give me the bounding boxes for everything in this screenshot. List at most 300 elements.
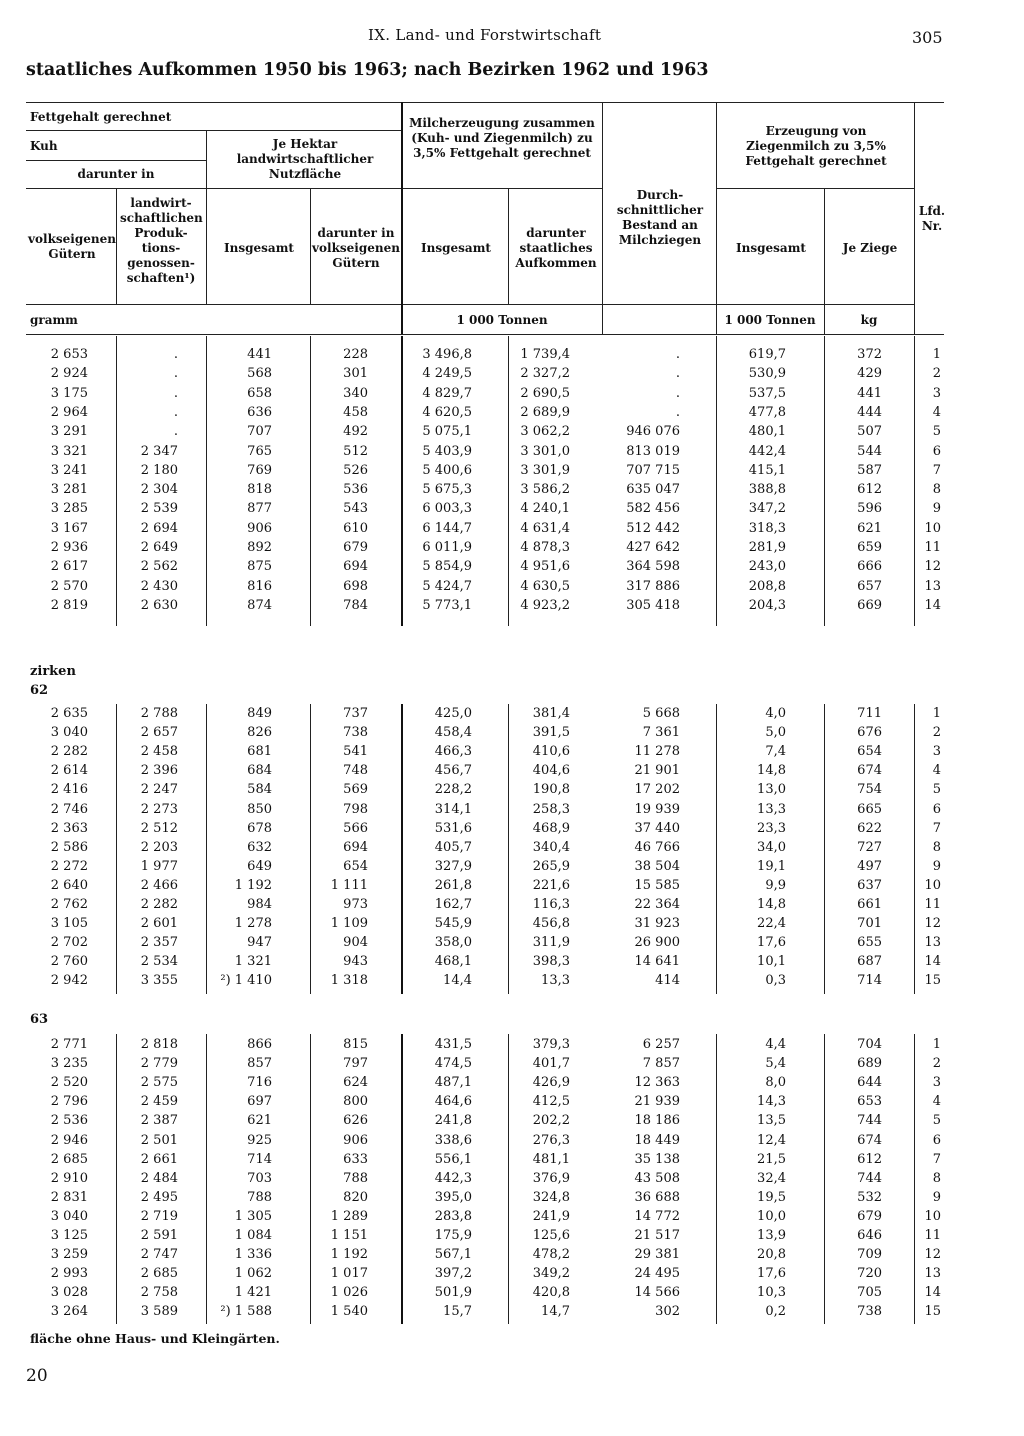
cell-ziegenmilch: 442,4 <box>748 443 786 459</box>
cell-milch-insgesamt: 531,6 <box>434 820 472 836</box>
cell-staatlich: 2 689,9 <box>520 404 570 420</box>
cell-je-ziege: 714 <box>857 973 882 989</box>
cell-lfd-nr: 14 <box>924 954 941 970</box>
cell-kuh-gramm: 2 702 <box>50 935 88 951</box>
cell-volkseigen: 1 192 <box>330 1247 368 1263</box>
cell-lfd-nr: 1 <box>932 1037 941 1052</box>
cell-kuh-gramm: 3 040 <box>50 1208 88 1224</box>
cell-je-ziege: 646 <box>857 1228 882 1243</box>
table-row <box>0 1056 1024 1075</box>
cell-kuh-gramm: 2 282 <box>50 744 88 760</box>
cell-je-hektar: 765 <box>247 443 272 459</box>
cell-volkseigen: 800 <box>343 1094 368 1110</box>
cell-volkseigen: 815 <box>343 1037 368 1052</box>
cell-kuh-gramm: 2 942 <box>50 973 88 989</box>
cell-ziegenmilch: 5,4 <box>765 1056 786 1072</box>
cell-staatlich: 265,9 <box>532 858 570 874</box>
cell-ziegenmilch: 204,3 <box>748 597 786 613</box>
cell-je-ziege: 674 <box>857 1132 882 1148</box>
cell-staatlich: 2 327,2 <box>520 366 570 382</box>
cell-volkseigen: 340 <box>343 385 368 401</box>
table-row <box>0 1266 1024 1285</box>
cell-je-ziege: 679 <box>857 1208 882 1224</box>
cell-staatlich: 13,3 <box>541 973 570 989</box>
cell-je-ziege: 532 <box>857 1189 882 1205</box>
cell-je-hektar: 716 <box>247 1075 272 1091</box>
cell-lpg: . <box>173 424 178 440</box>
section-1963: 63 <box>30 1012 49 1027</box>
cell-kuh-gramm: 3 167 <box>50 520 88 536</box>
cell-staatlich: 412,5 <box>532 1094 570 1110</box>
table-row <box>0 802 1024 821</box>
cell-je-hektar: 857 <box>247 1056 272 1072</box>
header-rule <box>402 188 602 189</box>
cell-ziegenbestand: 46 766 <box>634 839 680 855</box>
cell-kuh-gramm: 2 614 <box>50 763 88 779</box>
cell-kuh-gramm: 2 910 <box>50 1170 88 1186</box>
cell-volkseigen: 904 <box>343 935 368 951</box>
cell-lpg: 2 539 <box>140 501 178 517</box>
cell-staatlich: 190,8 <box>532 782 570 798</box>
header-milch-insgesamt: Insgesamt <box>421 241 491 255</box>
cell-je-hektar: 632 <box>247 839 272 855</box>
table-row <box>0 559 1024 578</box>
cell-lpg: 2 495 <box>140 1189 178 1205</box>
table-row <box>0 706 1024 725</box>
cell-lpg: 2 396 <box>140 763 178 779</box>
table-row <box>0 521 1024 540</box>
cell-je-ziege: 665 <box>857 801 882 817</box>
cell-ziegenbestand: 36 688 <box>634 1189 680 1205</box>
header-rule <box>26 130 401 131</box>
cell-je-hektar: 947 <box>247 935 272 951</box>
cell-kuh-gramm: 3 241 <box>50 462 88 478</box>
cell-je-hektar: 697 <box>247 1094 272 1110</box>
cell-ziegenmilch: 22,4 <box>757 916 786 932</box>
cell-je-hektar: ²) 1 588 <box>220 1304 272 1320</box>
cell-lfd-nr: 7 <box>932 462 941 478</box>
cell-kuh-gramm: 2 796 <box>50 1094 88 1110</box>
cell-milch-insgesamt: 395,0 <box>434 1189 472 1205</box>
cell-volkseigen: 626 <box>343 1113 368 1129</box>
cell-ziegenmilch: 537,5 <box>748 385 786 401</box>
table-row <box>0 347 1024 366</box>
cell-kuh-gramm: 2 946 <box>50 1132 88 1148</box>
cell-je-hektar: 584 <box>247 782 272 798</box>
cell-je-hektar: 1 062 <box>234 1266 272 1282</box>
cell-je-hektar: 925 <box>247 1132 272 1148</box>
cell-ziegenmilch: 13,0 <box>757 782 786 798</box>
cell-ziegenbestand: 43 508 <box>634 1170 680 1186</box>
cell-volkseigen: 679 <box>343 540 368 555</box>
cell-milch-insgesamt: 314,1 <box>434 801 472 817</box>
cell-ziegenmilch: 21,5 <box>757 1151 786 1167</box>
cell-je-hektar: 714 <box>247 1151 272 1167</box>
cell-kuh-gramm: 2 635 <box>50 706 88 721</box>
cell-lpg: 2 466 <box>140 877 178 893</box>
cell-je-ziege: 637 <box>857 877 882 893</box>
cell-ziegenbestand: 26 900 <box>634 935 680 951</box>
cell-ziegenmilch: 4,4 <box>765 1037 786 1052</box>
cell-je-ziege: 754 <box>857 782 882 798</box>
cell-lfd-nr: 4 <box>932 763 941 779</box>
cell-je-hektar: 877 <box>247 501 272 517</box>
cell-ziegenmilch: 19,1 <box>757 858 786 874</box>
cell-staatlich: 4 923,2 <box>520 597 570 613</box>
cell-lpg: 3 589 <box>140 1304 178 1320</box>
cell-lfd-nr: 6 <box>932 1132 941 1148</box>
table-row <box>0 859 1024 878</box>
cell-staatlich: 311,9 <box>532 935 570 951</box>
cell-ziegenbestand: 813 019 <box>626 443 680 459</box>
cell-staatlich: 324,8 <box>532 1189 570 1205</box>
cell-lpg: 3 355 <box>140 973 178 989</box>
cell-ziegenbestand: 17 202 <box>634 782 680 798</box>
cell-lpg: 2 685 <box>140 1266 178 1282</box>
cell-milch-insgesamt: 5 424,7 <box>422 578 472 594</box>
table-row <box>0 1094 1024 1113</box>
cell-je-ziege: 596 <box>857 501 882 517</box>
cell-je-hektar: 636 <box>247 404 272 420</box>
cell-kuh-gramm: 3 028 <box>50 1285 88 1301</box>
cell-kuh-gramm: 2 831 <box>50 1189 88 1205</box>
cell-volkseigen: 492 <box>343 424 368 440</box>
cell-milch-insgesamt: 5 773,1 <box>422 597 472 613</box>
cell-je-hektar: 621 <box>247 1113 272 1129</box>
cell-lfd-nr: 9 <box>932 501 941 517</box>
cell-volkseigen: 654 <box>343 858 368 874</box>
cell-ziegenbestand: 317 886 <box>626 578 680 594</box>
cell-milch-insgesamt: 5 403,9 <box>422 443 472 459</box>
table-row <box>0 1304 1024 1323</box>
cell-ziegenbestand: 21 939 <box>634 1094 680 1110</box>
cell-ziegenbestand: 14 772 <box>634 1208 680 1224</box>
cell-lfd-nr: 5 <box>932 782 941 798</box>
cell-je-ziege: 687 <box>857 954 882 970</box>
cell-kuh-gramm: 2 640 <box>50 877 88 893</box>
cell-je-hektar: 1 305 <box>234 1208 272 1224</box>
header-divider <box>716 102 717 334</box>
cell-je-hektar: 874 <box>247 597 272 613</box>
cell-volkseigen: 943 <box>343 954 368 970</box>
cell-je-hektar: 1 084 <box>234 1228 272 1243</box>
cell-je-hektar: 684 <box>247 763 272 779</box>
cell-je-hektar: 866 <box>247 1037 272 1052</box>
cell-milch-insgesamt: 175,9 <box>434 1228 472 1243</box>
table-row <box>0 782 1024 801</box>
cell-kuh-gramm: 2 993 <box>50 1266 88 1282</box>
cell-kuh-gramm: 2 760 <box>50 954 88 970</box>
cell-kuh-gramm: 2 936 <box>50 540 88 555</box>
cell-ziegenbestand: 512 442 <box>626 520 680 536</box>
cell-ziegenbestand: 707 715 <box>626 462 680 478</box>
cell-ziegenbestand: 635 047 <box>626 482 680 498</box>
cell-ziegenmilch: 7,4 <box>765 744 786 760</box>
cell-ziegenmilch: 13,3 <box>757 801 786 817</box>
table-row <box>0 1152 1024 1171</box>
cell-lfd-nr: 1 <box>932 706 941 721</box>
table-row <box>0 501 1024 520</box>
table-row <box>0 935 1024 954</box>
table-row <box>0 763 1024 782</box>
header-rule <box>26 160 206 161</box>
cell-je-ziege: 738 <box>857 1304 882 1320</box>
cell-kuh-gramm: 2 762 <box>50 897 88 912</box>
table-row <box>0 405 1024 424</box>
cell-lfd-nr: 11 <box>924 897 941 912</box>
cell-kuh-gramm: 3 281 <box>50 482 88 498</box>
table-row <box>0 1209 1024 1228</box>
cell-staatlich: 276,3 <box>532 1132 570 1148</box>
cell-je-hektar: 1 336 <box>234 1247 272 1263</box>
cell-lfd-nr: 8 <box>932 1170 941 1186</box>
cell-volkseigen: 738 <box>343 725 368 741</box>
cell-je-hektar: 707 <box>247 424 272 440</box>
cell-kuh-gramm: 2 272 <box>50 858 88 874</box>
cell-lpg: . <box>173 366 178 382</box>
cell-milch-insgesamt: 4 620,5 <box>422 404 472 420</box>
cell-ziegenbestand: 37 440 <box>634 820 680 836</box>
cell-kuh-gramm: 3 291 <box>50 424 88 440</box>
cell-ziegenmilch: 23,3 <box>757 820 786 836</box>
cell-ziegenbestand: 946 076 <box>626 424 680 440</box>
cell-lfd-nr: 12 <box>924 559 941 575</box>
cell-je-ziege: 727 <box>857 839 882 855</box>
cell-milch-insgesamt: 458,4 <box>434 725 472 741</box>
cell-lfd-nr: 10 <box>924 1208 941 1224</box>
table-row <box>0 579 1024 598</box>
unit-tonnen: 1 000 Tonnen <box>724 313 816 327</box>
cell-milch-insgesamt: 5 675,3 <box>422 482 472 498</box>
cell-milch-insgesamt: 464,6 <box>434 1094 472 1110</box>
cell-milch-insgesamt: 3 496,8 <box>422 347 472 362</box>
cell-ziegenbestand: 15 585 <box>634 877 680 893</box>
cell-je-ziege: 372 <box>857 347 882 362</box>
cell-lpg: 2 347 <box>140 443 178 459</box>
cell-volkseigen: 624 <box>343 1075 368 1091</box>
cell-je-hektar: 788 <box>247 1189 272 1205</box>
cell-milch-insgesamt: 5 854,9 <box>422 559 472 575</box>
table-row <box>0 1037 1024 1056</box>
cell-volkseigen: 543 <box>343 501 368 517</box>
table-row <box>0 897 1024 916</box>
cell-je-hektar: 703 <box>247 1170 272 1186</box>
cell-ziegenmilch: 9,9 <box>765 877 786 893</box>
cell-kuh-gramm: 2 363 <box>50 820 88 836</box>
cell-lfd-nr: 2 <box>932 1056 941 1072</box>
cell-lfd-nr: 4 <box>932 1094 941 1110</box>
section-1962: 62 <box>30 683 49 698</box>
cell-lpg: 2 649 <box>140 540 178 555</box>
cell-je-ziege: 654 <box>857 744 882 760</box>
header-ziegenmilch: Erzeugung von Ziegenmilch zu 3,5% Fettgehalt gerechnet <box>745 124 887 168</box>
cell-lfd-nr: 15 <box>924 973 941 989</box>
cell-volkseigen: 541 <box>343 744 368 760</box>
cell-lpg: 2 247 <box>140 782 178 798</box>
cell-ziegenmilch: 32,4 <box>757 1170 786 1186</box>
cell-volkseigen: 737 <box>343 706 368 721</box>
cell-ziegenmilch: 10,0 <box>757 1208 786 1224</box>
cell-staatlich: 391,5 <box>532 725 570 741</box>
table-row <box>0 366 1024 385</box>
cell-ziegenmilch: 14,8 <box>757 897 786 912</box>
cell-staatlich: 4 631,4 <box>520 520 570 536</box>
cell-je-ziege: 655 <box>857 935 882 951</box>
cell-milch-insgesamt: 487,1 <box>434 1075 472 1091</box>
cell-kuh-gramm: 2 653 <box>50 347 88 362</box>
cell-lfd-nr: 8 <box>932 482 941 498</box>
cell-volkseigen: 1 017 <box>330 1266 368 1282</box>
header-divider <box>310 188 311 304</box>
cell-lfd-nr: 4 <box>932 404 941 420</box>
cell-je-hektar: 441 <box>247 347 272 362</box>
cell-je-ziege: 704 <box>857 1037 882 1052</box>
cell-milch-insgesamt: 6 144,7 <box>422 520 472 536</box>
cell-staatlich: 340,4 <box>532 839 570 855</box>
cell-milch-insgesamt: 162,7 <box>434 897 472 912</box>
table-row <box>0 725 1024 744</box>
cell-milch-insgesamt: 228,2 <box>434 782 472 798</box>
cell-je-hektar: 1 321 <box>234 954 272 970</box>
cell-ziegenmilch: 281,9 <box>748 540 786 555</box>
header-rule <box>26 304 914 305</box>
cell-je-hektar: 984 <box>247 897 272 912</box>
cell-staatlich: 4 630,5 <box>520 578 570 594</box>
header-top-rule <box>26 102 944 103</box>
cell-milch-insgesamt: 261,8 <box>434 877 472 893</box>
cell-milch-insgesamt: 456,7 <box>434 763 472 779</box>
cell-lpg: 2 387 <box>140 1113 178 1129</box>
table-row <box>0 1285 1024 1304</box>
cell-lpg: 2 512 <box>140 820 178 836</box>
cell-milch-insgesamt: 15,7 <box>443 1304 472 1320</box>
cell-staatlich: 202,2 <box>532 1113 570 1129</box>
table-row <box>0 1075 1024 1094</box>
cell-milch-insgesamt: 405,7 <box>434 839 472 855</box>
table-row <box>0 1113 1024 1132</box>
cell-lpg: 2 534 <box>140 954 178 970</box>
cell-ziegenbestand: 21 901 <box>634 763 680 779</box>
table-row <box>0 840 1024 859</box>
cell-volkseigen: 798 <box>343 801 368 817</box>
cell-staatlich: 14,7 <box>541 1304 570 1320</box>
cell-lpg: 2 818 <box>140 1037 178 1052</box>
cell-je-ziege: 497 <box>857 858 882 874</box>
cell-milch-insgesamt: 5 075,1 <box>422 424 472 440</box>
cell-staatlich: 3 301,0 <box>520 443 570 459</box>
cell-je-ziege: 507 <box>857 424 882 440</box>
cell-ziegenmilch: 347,2 <box>748 501 786 517</box>
cell-volkseigen: 820 <box>343 1189 368 1205</box>
cell-volkseigen: 512 <box>343 443 368 459</box>
footnote: fläche ohne Haus- und Kleingärten. <box>30 1331 280 1346</box>
cell-staatlich: 258,3 <box>532 801 570 817</box>
table-row <box>0 821 1024 840</box>
cell-volkseigen: 566 <box>343 820 368 836</box>
header-milcherzeugung: Milcherzeugung zusammen (Kuh- und Ziegenmilch) zu 3,5% Fettgehalt gerechnet <box>409 116 595 160</box>
cell-lpg: 2 357 <box>140 935 178 951</box>
header-insgesamt: Insgesamt <box>224 241 294 255</box>
header-divider <box>401 102 403 334</box>
cell-milch-insgesamt: 4 249,5 <box>422 366 472 382</box>
cell-lpg: 2 758 <box>140 1285 178 1301</box>
cell-ziegenmilch: 13,9 <box>757 1228 786 1243</box>
cell-lfd-nr: 14 <box>924 597 941 613</box>
cell-milch-insgesamt: 6 011,9 <box>422 540 472 555</box>
cell-kuh-gramm: 3 125 <box>50 1228 88 1243</box>
cell-ziegenbestand: 21 517 <box>634 1228 680 1243</box>
cell-kuh-gramm: 2 964 <box>50 404 88 420</box>
cell-volkseigen: 973 <box>343 897 368 912</box>
cell-volkseigen: 1 026 <box>330 1285 368 1301</box>
cell-kuh-gramm: 2 819 <box>50 597 88 613</box>
table-row <box>0 424 1024 443</box>
header-fettgehalt: Fettgehalt gerechnet <box>30 110 172 124</box>
cell-lpg: 2 747 <box>140 1247 178 1263</box>
table-row <box>0 744 1024 763</box>
header-je-ziege: Je Ziege <box>842 241 898 255</box>
cell-ziegenbestand: 12 363 <box>634 1075 680 1091</box>
cell-volkseigen: 1 111 <box>330 877 368 893</box>
cell-je-ziege: 705 <box>857 1285 882 1301</box>
cell-lfd-nr: 15 <box>924 1304 941 1320</box>
cell-ziegenmilch: 17,6 <box>757 1266 786 1282</box>
cell-lfd-nr: 11 <box>924 1228 941 1243</box>
table-row <box>0 954 1024 973</box>
cell-ziegenbestand: 364 598 <box>626 559 680 575</box>
cell-ziegenbestand: 11 278 <box>634 744 680 760</box>
cell-ziegenbestand: 19 939 <box>634 801 680 817</box>
cell-je-ziege: 441 <box>857 385 882 401</box>
cell-kuh-gramm: 3 264 <box>50 1304 88 1320</box>
cell-lfd-nr: 14 <box>924 1285 941 1301</box>
cell-staatlich: 3 301,9 <box>520 462 570 478</box>
cell-lfd-nr: 13 <box>924 1266 941 1282</box>
cell-ziegenbestand: 305 418 <box>626 597 680 613</box>
cell-lpg: 2 484 <box>140 1170 178 1186</box>
cell-lpg: 2 694 <box>140 520 178 536</box>
cell-staatlich: 468,9 <box>532 820 570 836</box>
header-divider <box>116 188 117 304</box>
table-row <box>0 386 1024 405</box>
cell-lpg: 2 203 <box>140 839 178 855</box>
cell-volkseigen: 694 <box>343 559 368 575</box>
cell-volkseigen: 1 540 <box>330 1304 368 1320</box>
cell-staatlich: 3 062,2 <box>520 424 570 440</box>
cell-milch-insgesamt: 474,5 <box>434 1056 472 1072</box>
cell-volkseigen: 1 318 <box>330 973 368 989</box>
cell-je-hektar: 1 278 <box>234 916 272 932</box>
unit-tonnen: 1 000 Tonnen <box>456 313 548 327</box>
cell-ziegenmilch: 4,0 <box>765 706 786 721</box>
cell-lpg: 2 719 <box>140 1208 178 1224</box>
cell-je-ziege: 689 <box>857 1056 882 1072</box>
cell-ziegenmilch: 34,0 <box>757 839 786 855</box>
cell-lpg: 2 601 <box>140 916 178 932</box>
cell-ziegenmilch: 415,1 <box>748 462 786 478</box>
cell-milch-insgesamt: 466,3 <box>434 744 472 760</box>
cell-kuh-gramm: 3 285 <box>50 501 88 517</box>
cell-ziegenmilch: 20,8 <box>757 1247 786 1263</box>
cell-je-ziege: 666 <box>857 559 882 575</box>
header-ziegen-insgesamt: Insgesamt <box>736 241 806 255</box>
cell-je-hektar: 1 421 <box>234 1285 272 1301</box>
cell-staatlich: 481,1 <box>532 1151 570 1167</box>
cell-je-hektar: 826 <box>247 725 272 741</box>
cell-ziegenbestand: 582 456 <box>626 501 680 517</box>
cell-je-ziege: 701 <box>857 916 882 932</box>
cell-ziegenmilch: 619,7 <box>748 347 786 362</box>
